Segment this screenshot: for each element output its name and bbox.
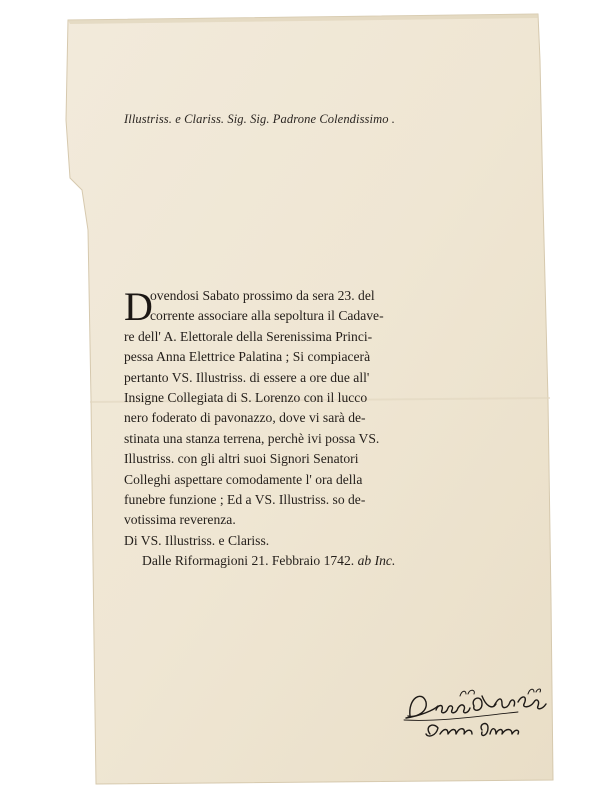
closing-line: Di VS. Illustriss. e Clariss.: [124, 532, 270, 548]
body-line: funebre funzione ; Ed a VS. Illustriss. so de-: [124, 491, 366, 507]
drop-cap: D: [124, 284, 153, 329]
body-line: Insigne Collegiata di S. Lorenzo con il lucco: [124, 389, 368, 405]
handwritten-signature: [400, 676, 560, 748]
body-line: Colleghi aspettare comodamente l' ora della: [124, 471, 363, 487]
body-line: stinata una stanza terrena, perchè ivi possa VS.: [124, 430, 380, 446]
body-line: re dell' A. Elettorale della Serenissima Princi-: [124, 328, 373, 344]
body-line: pertanto VS. Illustriss. di essere a ore due all': [124, 369, 370, 385]
body-line: ovendosi Sabato prossimo da sera 23. del: [150, 288, 375, 303]
salutation-heading: Illustriss. e Clariss. Sig. Sig. Padrone Colendissimo .: [124, 112, 396, 126]
body-line: Illustriss. con gli altri suoi Signori Senatori: [124, 451, 359, 467]
body-line: pessa Anna Elettrice Palatina ; Si compiacerà: [124, 349, 371, 365]
date-line-main: Dalle Riformagioni 21. Febbraio 1742.: [142, 553, 355, 569]
body-line: votissima reverenza.: [124, 512, 236, 528]
date-line-italic: ab Inc.: [357, 553, 396, 569]
body-line: nero foderato di pavonazzo, dove vi sarà de-: [124, 410, 366, 426]
date-line: [124, 551, 454, 571]
first-lines-block: [150, 286, 454, 327]
body-line: corrente associare alla sepoltura il Cadave-: [150, 308, 384, 324]
letter-body: [124, 286, 454, 571]
